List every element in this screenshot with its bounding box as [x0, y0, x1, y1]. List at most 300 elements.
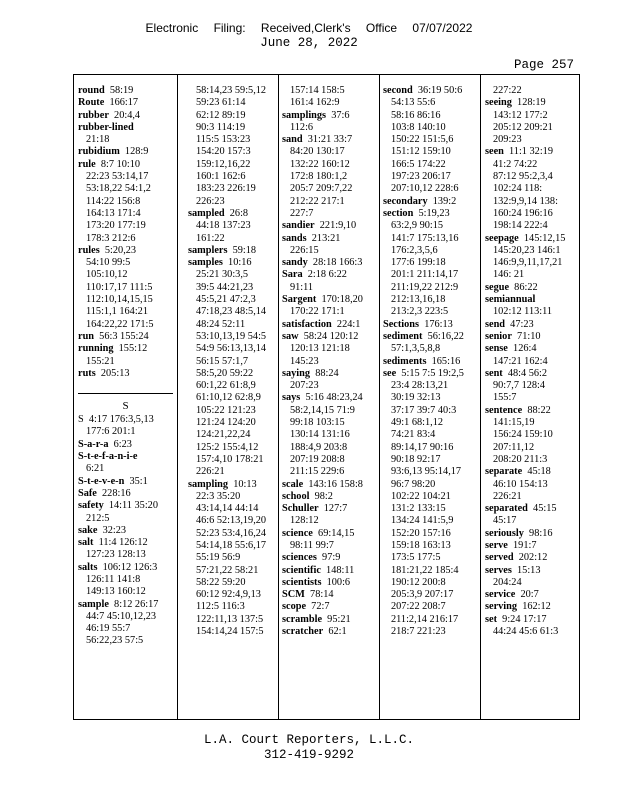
index-references: 128:9: [119, 146, 149, 158]
index-references: 155:12: [113, 343, 148, 355]
index-references: 147:21 162:4: [493, 355, 548, 367]
index-entry: [78, 439, 177, 451]
index-entry: [383, 331, 480, 343]
filing-part: Received,Clerk's: [260, 21, 351, 35]
index-word: set: [485, 613, 498, 625]
index-word: serving: [485, 601, 518, 613]
section-header: [78, 380, 177, 414]
index-entry-continuation: [485, 269, 581, 281]
index-entry-continuation: [188, 491, 278, 503]
index-entry-continuation: [188, 146, 278, 158]
index-entry-continuation: [383, 405, 480, 417]
index-entry: [485, 552, 581, 564]
index-references: 112:10,14,15,15: [86, 294, 153, 306]
index-entry-continuation: [383, 503, 480, 515]
index-references: 183:23 226:19: [196, 183, 256, 195]
index-entry-continuation: [188, 405, 278, 417]
index-references: 205:7 209:7,22: [290, 183, 353, 195]
index-entry-continuation: [485, 196, 581, 208]
index-entry-continuation: [485, 85, 581, 97]
index-entry: [282, 589, 379, 601]
index-references: 154:20 157:3: [196, 146, 251, 158]
index-entry: [282, 269, 379, 281]
index-references: 161:22: [196, 232, 225, 244]
index-entry: [78, 525, 177, 537]
index-word: rubber-lined: [78, 121, 134, 133]
index-references: 155:21: [86, 355, 115, 367]
index-references: 146: 21: [493, 269, 525, 281]
index-entry-continuation: [485, 159, 581, 171]
index-entry-continuation: [383, 552, 480, 564]
index-word: safety: [78, 500, 104, 512]
index-word: separated: [485, 503, 528, 515]
index-references: 115:1,1 164:21: [86, 306, 148, 318]
index-entry-continuation: [282, 343, 379, 355]
index-entry-continuation: [383, 577, 480, 589]
index-entry-continuation: [383, 269, 480, 281]
index-word: sediments: [383, 355, 427, 367]
index-references: 211:2,14 216:17: [391, 613, 459, 625]
index-word: salt: [78, 537, 94, 549]
index-entry-continuation: [282, 417, 379, 429]
index-references: 44:24 45:6 61:3: [493, 626, 559, 638]
index-references: 78:14: [304, 589, 334, 601]
index-references: 61:10,12 62:8,9: [196, 392, 261, 404]
index-references: 56:22,23 57:5: [86, 635, 144, 647]
index-word: rules: [78, 244, 100, 256]
index-entry-continuation: [188, 343, 278, 355]
index-entry-continuation: [188, 614, 278, 626]
index-entry-continuation: [282, 282, 379, 294]
index-word: seen: [485, 146, 504, 158]
index-references: 188:4,9 203:8: [290, 441, 348, 453]
index-references: 8:12 26:17: [108, 598, 159, 610]
index-entry: [78, 500, 177, 512]
index-references: 124:21,22,24: [196, 429, 251, 441]
index-word: service: [485, 589, 516, 601]
index-word: Schuller: [282, 503, 319, 515]
index-entry: [78, 414, 177, 426]
index-entry-continuation: [485, 208, 581, 220]
index-references: 103:8 140:10: [391, 121, 446, 133]
index-entry-continuation: [78, 463, 177, 475]
index-references: 166:5 174:22: [391, 158, 446, 170]
index-references: 106:12 126:3: [97, 561, 158, 573]
index-word: satisfaction: [282, 318, 332, 330]
index-references: 46:10 154:13: [493, 478, 548, 490]
index-entry-continuation: [78, 574, 177, 586]
index-word: Sargent: [282, 294, 317, 306]
index-references: 54:14,18 55:6,17: [196, 539, 267, 551]
index-references: 89:14,17 90:16: [391, 441, 454, 453]
index-entry-continuation: [485, 417, 581, 429]
index-word: served: [485, 552, 514, 564]
index-entry: [282, 601, 379, 613]
index-entry-continuation: [282, 454, 379, 466]
index-entry-continuation: [78, 257, 177, 269]
index-references: 212:5: [86, 512, 110, 524]
index-references: 37:6: [326, 109, 350, 121]
index-word: school: [282, 490, 310, 502]
index-word: Safe: [78, 487, 97, 499]
index-word: S-a-r-a: [78, 438, 109, 450]
index-references: 20:7: [515, 589, 539, 601]
index-references: 173:5 177:5: [391, 552, 441, 564]
index-references: 90:3 114:19: [196, 121, 246, 133]
index-references: 36:19 50:6: [412, 85, 463, 96]
index-references: 205:13: [95, 367, 130, 379]
index-entry: [282, 614, 379, 626]
index-references: 26:8: [224, 207, 249, 219]
index-entry-continuation: [383, 392, 480, 404]
index-references: 126:4: [507, 343, 537, 355]
index-entry-continuation: [282, 208, 379, 220]
index-references: 22:23 53:14,17: [86, 171, 149, 183]
index-entry-continuation: [485, 380, 581, 392]
index-entry-continuation: [485, 220, 581, 232]
index-entry-continuation: [485, 515, 581, 527]
index-references: 211:15 229:6: [290, 466, 345, 478]
index-entry: [78, 146, 177, 158]
index-references: 58:14,23 59:5,12: [196, 85, 267, 96]
index-references: 224:1: [331, 318, 361, 330]
index-references: 52:23 53:4,16,24: [196, 527, 267, 539]
index-word: scratcher: [282, 626, 324, 638]
index-entry-continuation: [383, 429, 480, 441]
index-references: 25:21 30:3,5: [196, 269, 249, 281]
index-entry-continuation: [78, 306, 177, 318]
index-word: serve: [485, 539, 508, 551]
index-references: 172:8 180:1,2: [290, 171, 348, 183]
index-entry-continuation: [383, 466, 480, 478]
index-references: 14:11 35:20: [103, 500, 158, 512]
index-entry-continuation: [188, 466, 278, 478]
index-entry-continuation: [383, 614, 480, 626]
index-entry: [485, 405, 581, 417]
index-entry: [383, 208, 480, 220]
index-entry: [485, 589, 581, 601]
index-references: 151:12 159:10: [391, 146, 451, 158]
index-word: sense: [485, 343, 508, 355]
index-references: 155:7: [493, 392, 517, 404]
index-word: samples: [188, 257, 223, 269]
index-entry-continuation: [383, 183, 480, 195]
index-entry: [485, 146, 581, 158]
index-entry-continuation: [188, 85, 278, 97]
index-references: 45:5,21 47:2,3: [196, 294, 256, 306]
index-word: semiannual: [485, 294, 536, 306]
index-entry-continuation: [188, 282, 278, 294]
index-entry: [78, 488, 177, 500]
index-references: 96:7 98:20: [391, 478, 436, 490]
index-word: S-t-e-f-a-n-i-e: [78, 451, 138, 463]
index-references: 156:24 159:10: [493, 429, 553, 441]
index-references: 2:18 6:22: [302, 269, 347, 281]
index-references: 21:18: [86, 134, 110, 146]
index-references: 160:1 162:6: [196, 171, 246, 183]
index-word: round: [78, 85, 105, 96]
index-references: 44:18 137:23: [196, 220, 251, 232]
index-entry-continuation: [485, 306, 581, 318]
index-entry: [485, 368, 581, 380]
index-entry-continuation: [188, 552, 278, 564]
index-entry-continuation: [282, 540, 379, 552]
index-word: sample: [78, 598, 109, 610]
index-entry: [78, 451, 177, 463]
index-references: 99:18 103:15: [290, 417, 345, 429]
index-entry-continuation: [383, 515, 480, 527]
index-entry-continuation: [188, 233, 278, 245]
index-references: 6:23: [108, 438, 132, 450]
index-entry-continuation: [383, 417, 480, 429]
index-entry-continuation: [188, 220, 278, 232]
index-entry-continuation: [282, 183, 379, 195]
index-entry: [78, 537, 177, 549]
index-references: 93:6,13 95:14,17: [391, 466, 462, 478]
index-references: 221:9,10: [314, 220, 357, 232]
transcript-date: June 28, 2022: [260, 36, 358, 50]
index-references: 141:7 175:13,16: [391, 232, 459, 244]
index-entry: [383, 85, 480, 97]
index-references: 57:1,3,5,8,8: [391, 343, 441, 355]
index-word: samplers: [188, 244, 228, 256]
index-references: 157:14 158:5: [290, 85, 345, 96]
index-references: 121:24 124:20: [196, 417, 256, 429]
index-references: 170:18,20: [316, 294, 363, 306]
index-entry: [282, 368, 379, 380]
index-references: 205:3,9 207:17: [391, 589, 454, 601]
index-references: 134:24 141:5,9: [391, 515, 454, 527]
index-word: scientific: [282, 564, 321, 576]
index-entry-continuation: [188, 306, 278, 318]
index-references: 190:12 200:8: [391, 576, 446, 588]
index-word: sand: [282, 134, 303, 146]
index-references: 110:17,17 111:5: [86, 281, 153, 293]
index-entry: [282, 577, 379, 589]
index-entry: [282, 331, 379, 343]
index-references: 88:22: [522, 404, 551, 416]
index-references: 132:22 160:12: [290, 158, 350, 170]
index-entry-continuation: [78, 282, 177, 294]
section-letter: S: [122, 400, 129, 413]
index-references: 11:1 32:19: [503, 146, 553, 158]
index-entry: [78, 159, 177, 171]
index-references: 47:23: [505, 318, 534, 330]
index-entry-continuation: [383, 122, 480, 134]
index-entry: [188, 208, 278, 220]
index-references: 35:1: [124, 475, 148, 487]
index-references: 146:9,9,11,17,21: [493, 257, 563, 269]
index-entry-continuation: [485, 356, 581, 368]
index-entry-continuation: [383, 134, 480, 146]
index-entry-continuation: [188, 429, 278, 441]
index-references: 10:16: [222, 257, 252, 269]
index-entry-continuation: [485, 134, 581, 146]
index-references: 162:12: [517, 601, 551, 613]
index-references: 227:22: [493, 85, 522, 96]
index-entry-continuation: [282, 442, 379, 454]
index-references: 141:15,19: [493, 417, 535, 429]
index-word: senior: [485, 330, 512, 342]
index-references: 72:7: [306, 601, 330, 613]
index-word: Route: [78, 97, 105, 109]
index-word: running: [78, 343, 114, 355]
index-entry-continuation: [188, 528, 278, 540]
index-references: 31:21 33:7: [302, 134, 353, 146]
filing-part: 07/07/2022: [412, 21, 473, 35]
index-entry-continuation: [78, 319, 177, 331]
index-word: seriously: [485, 527, 524, 539]
index-references: 143:16 158:8: [303, 478, 363, 490]
filing-part: Office: [365, 21, 398, 35]
index-references: 160:24 196:16: [493, 207, 553, 219]
index-references: 5:16 48:23,24: [300, 392, 363, 404]
index-references: 226:23: [196, 195, 225, 207]
index-entry-continuation: [383, 565, 480, 577]
index-references: 59:18: [227, 244, 257, 256]
index-references: 95:21: [322, 613, 351, 625]
index-entry: [485, 528, 581, 540]
index-entry: [78, 122, 177, 134]
index-references: 131:2 133:15: [391, 503, 446, 515]
index-entry-continuation: [383, 245, 480, 257]
index-references: 43:14,14 44:14: [196, 503, 259, 515]
index-entry-continuation: [383, 528, 480, 540]
index-references: 178:3 212:6: [86, 232, 136, 244]
index-entry-continuation: [78, 196, 177, 208]
index-word: separate: [485, 466, 523, 478]
index-word: science: [282, 527, 313, 539]
index-references: 164:13 171:4: [86, 207, 141, 219]
index-entry-continuation: [188, 577, 278, 589]
index-references: 226:15: [290, 244, 319, 256]
index-references: 198:14 222:4: [493, 220, 548, 232]
index-entry-continuation: [282, 97, 379, 109]
index-entry-continuation: [383, 159, 480, 171]
index-word: sediment: [383, 330, 423, 342]
index-references: 45:18: [522, 466, 551, 478]
index-entry-continuation: [282, 171, 379, 183]
index-word: serves: [485, 564, 512, 576]
index-references: 208:20 211:3: [493, 453, 548, 465]
index-entry: [282, 503, 379, 515]
index-entry: [383, 196, 480, 208]
index-references: 58:16 86:16: [391, 109, 441, 121]
index-references: 130:14 131:16: [290, 429, 350, 441]
index-references: 226:21: [196, 466, 225, 478]
index-word: run: [78, 330, 95, 342]
index-entry-continuation: [383, 282, 480, 294]
index-references: 60:12 92:4,9,13: [196, 589, 261, 601]
index-entry-continuation: [78, 171, 177, 183]
index-entry-continuation: [78, 623, 177, 635]
index-references: 8:7 10:10: [95, 158, 141, 170]
index-references: 128:12: [290, 515, 319, 527]
index-references: 132:9,9,14 138:: [493, 195, 558, 207]
index-entry-continuation: [282, 122, 379, 134]
index-word: sake: [78, 524, 98, 536]
index-references: 212:13,16,18: [391, 294, 446, 306]
index-entry: [78, 85, 177, 97]
index-references: 159:12,16,22: [196, 158, 251, 170]
index-references: 205:12 209:21: [493, 121, 553, 133]
index-references: 207:23: [290, 380, 319, 392]
index-entry-continuation: [485, 110, 581, 122]
index-references: 207:10,12 228:6: [391, 183, 459, 195]
index-entry-continuation: [78, 635, 177, 647]
index-word: S-t-e-v-e-n: [78, 475, 125, 487]
index-entry-continuation: [383, 380, 480, 392]
index-word: sands: [282, 232, 307, 244]
index-word: scientists: [282, 576, 322, 588]
index-entry-continuation: [188, 368, 278, 380]
index-entry-continuation: [383, 220, 480, 232]
index-references: 41:2 74:22: [493, 158, 538, 170]
index-entry-continuation: [78, 220, 177, 232]
index-entry: [282, 565, 379, 577]
index-entry-continuation: [282, 356, 379, 368]
index-references: 166:17: [104, 97, 139, 109]
index-entry-continuation: [188, 540, 278, 552]
index-entry: [78, 368, 177, 380]
index-references: 148:11: [320, 564, 355, 576]
index-column: [278, 75, 379, 719]
index-column: [480, 75, 581, 719]
index-references: 28:18 166:3: [307, 257, 363, 269]
index-references: 154:14,24 157:5: [196, 626, 264, 638]
index-references: 45:17: [493, 515, 517, 527]
index-references: 228:16: [96, 487, 131, 499]
filing-part: Electronic: [145, 21, 199, 35]
index-references: 207:19 208:8: [290, 453, 345, 465]
index-references: 53:10,13,19 54:5: [196, 330, 267, 342]
index-entry-continuation: [78, 356, 177, 368]
index-entry-continuation: [282, 429, 379, 441]
index-word: rubidium: [78, 146, 120, 158]
index-references: 177:6 199:18: [391, 257, 446, 269]
index-references: 127:7: [318, 503, 348, 515]
index-entry-continuation: [383, 589, 480, 601]
index-entry-continuation: [78, 549, 177, 561]
index-references: 54:13 55:6: [391, 97, 436, 109]
index-references: 145:20,23 146:1: [493, 244, 561, 256]
index-word: secondary: [383, 195, 428, 207]
index-word: sandier: [282, 220, 315, 232]
index-references: 55:19 56:9: [196, 552, 241, 564]
index-references: 145:12,15: [518, 232, 566, 244]
index-entry-continuation: [188, 331, 278, 343]
index-references: 102:24 118:: [493, 183, 543, 195]
index-entry-continuation: [78, 426, 177, 438]
index-word: seeing: [485, 97, 512, 109]
index-entry-continuation: [78, 183, 177, 195]
index-word: SCM: [282, 589, 305, 601]
index-entry-continuation: [188, 159, 278, 171]
index-references: 145:23: [290, 355, 319, 367]
index-entry: [78, 110, 177, 122]
index-entry: [282, 528, 379, 540]
index-references: 9:24 17:17: [497, 613, 547, 625]
index-entry: [485, 233, 581, 245]
index-entry-continuation: [485, 429, 581, 441]
index-word: scramble: [282, 613, 323, 625]
index-references: 120:13 121:18: [290, 343, 350, 355]
index-entry-continuation: [188, 97, 278, 109]
index-entry-continuation: [188, 589, 278, 601]
index-references: 45:15: [527, 503, 557, 515]
index-entry-continuation: [282, 515, 379, 527]
index-entry: [78, 476, 177, 488]
